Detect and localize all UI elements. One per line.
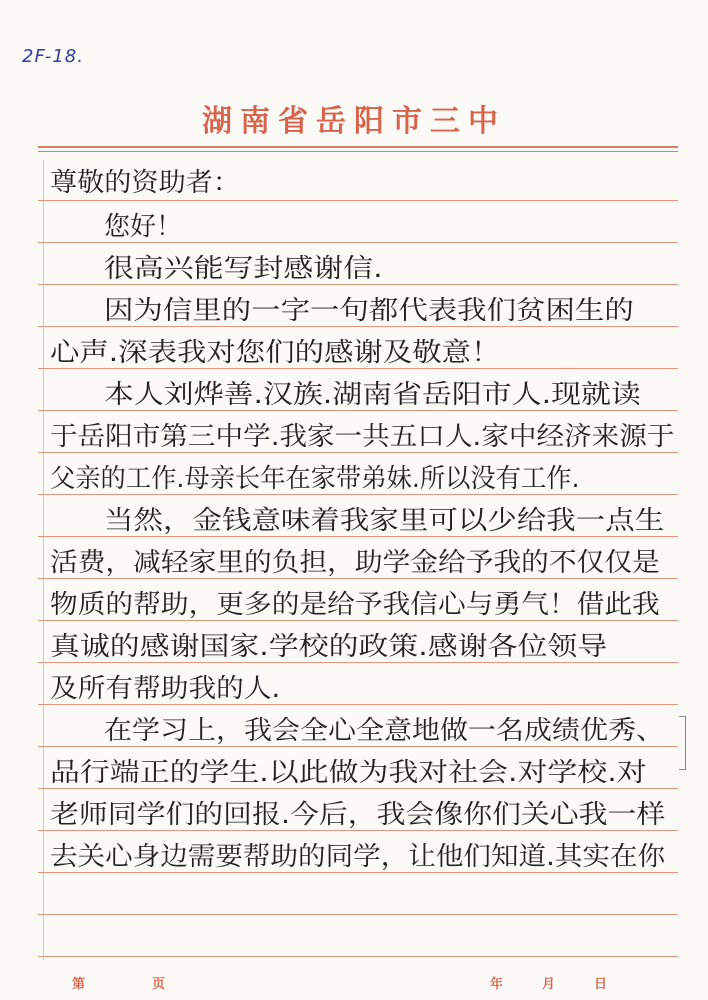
letter-line: 心声.深表我对您们的感谢及敬意！ bbox=[50, 338, 501, 368]
letterhead-rule-bottom bbox=[38, 151, 678, 152]
letter-line: 父亲的工作.母亲长年在家带弟妹.所以没有工作. bbox=[50, 464, 580, 494]
ruled-line bbox=[38, 914, 678, 915]
salutation-line: 尊敬的资助者： bbox=[50, 168, 241, 198]
letter-line: 于岳阳市第三中学.我家一共五口人.家中经济来源于 bbox=[50, 422, 675, 452]
ruled-line bbox=[38, 200, 678, 201]
letter-line: 在学习上，我会全心全意地做一名成绩优秀、 bbox=[104, 716, 665, 746]
letter-line: 真诚的感谢国家.学校的政策.感谢各位领导 bbox=[50, 632, 608, 662]
footer-page-ye: 页 bbox=[152, 977, 166, 992]
letter-line: 当然，金钱意味着我家里可以少给我一点生 bbox=[104, 506, 665, 536]
ruled-line bbox=[38, 578, 678, 579]
footer-date-nian: 年 bbox=[490, 977, 504, 992]
ruled-line bbox=[38, 494, 678, 495]
corner-tag: 2F-18. bbox=[22, 46, 84, 67]
letter-line: 及所有帮助我的人. bbox=[50, 674, 281, 704]
ruled-line bbox=[38, 662, 678, 663]
footer-date-ri: 日 bbox=[594, 977, 608, 992]
footer-page-di: 第 bbox=[72, 977, 86, 992]
letter-line: 因为信里的一字一句都代表我们贫困生的 bbox=[104, 296, 634, 326]
ruled-line bbox=[38, 452, 678, 453]
letter-line: 活费，减轻家里的负担，助学金给予我的不仅仅是 bbox=[50, 548, 660, 578]
letter-line: 本人刘烨善.汉族.湖南省岳阳市人.现就读 bbox=[104, 380, 641, 410]
letter-line: 物质的帮助，更多的是给予我信心与勇气！借此我 bbox=[50, 590, 660, 620]
letter-line: 很高兴能写封感谢信. bbox=[104, 254, 383, 284]
letterhead-title: 湖南省岳阳市三中 bbox=[202, 104, 506, 139]
ruled-line bbox=[38, 956, 678, 957]
ruled-line bbox=[38, 704, 678, 705]
ruled-line bbox=[38, 830, 678, 831]
ruled-line bbox=[38, 788, 678, 789]
greeting-line: 您好！ bbox=[104, 212, 183, 242]
ruled-line bbox=[38, 536, 678, 537]
letter-line: 去关心身边需要帮助的同学，让他们知道.其实在你 bbox=[50, 842, 666, 872]
ruled-line bbox=[38, 242, 678, 243]
letterhead-rule-top bbox=[38, 146, 678, 148]
ruled-line bbox=[38, 368, 678, 369]
letter-line: 品行端正的学生.以此做为我对社会.对学校.对 bbox=[50, 758, 647, 788]
ruled-line bbox=[38, 620, 678, 621]
ruled-line bbox=[38, 326, 678, 327]
edge-bracket-mark bbox=[679, 716, 686, 770]
ruled-line bbox=[38, 746, 678, 747]
left-margin-line bbox=[43, 160, 44, 960]
letter-line: 老师同学们的回报.今后，我会像你们关心我一样 bbox=[50, 800, 666, 830]
ruled-line bbox=[38, 410, 678, 411]
ruled-line bbox=[38, 284, 678, 285]
ruled-line bbox=[38, 872, 678, 873]
footer-date-yue: 月 bbox=[542, 977, 556, 992]
